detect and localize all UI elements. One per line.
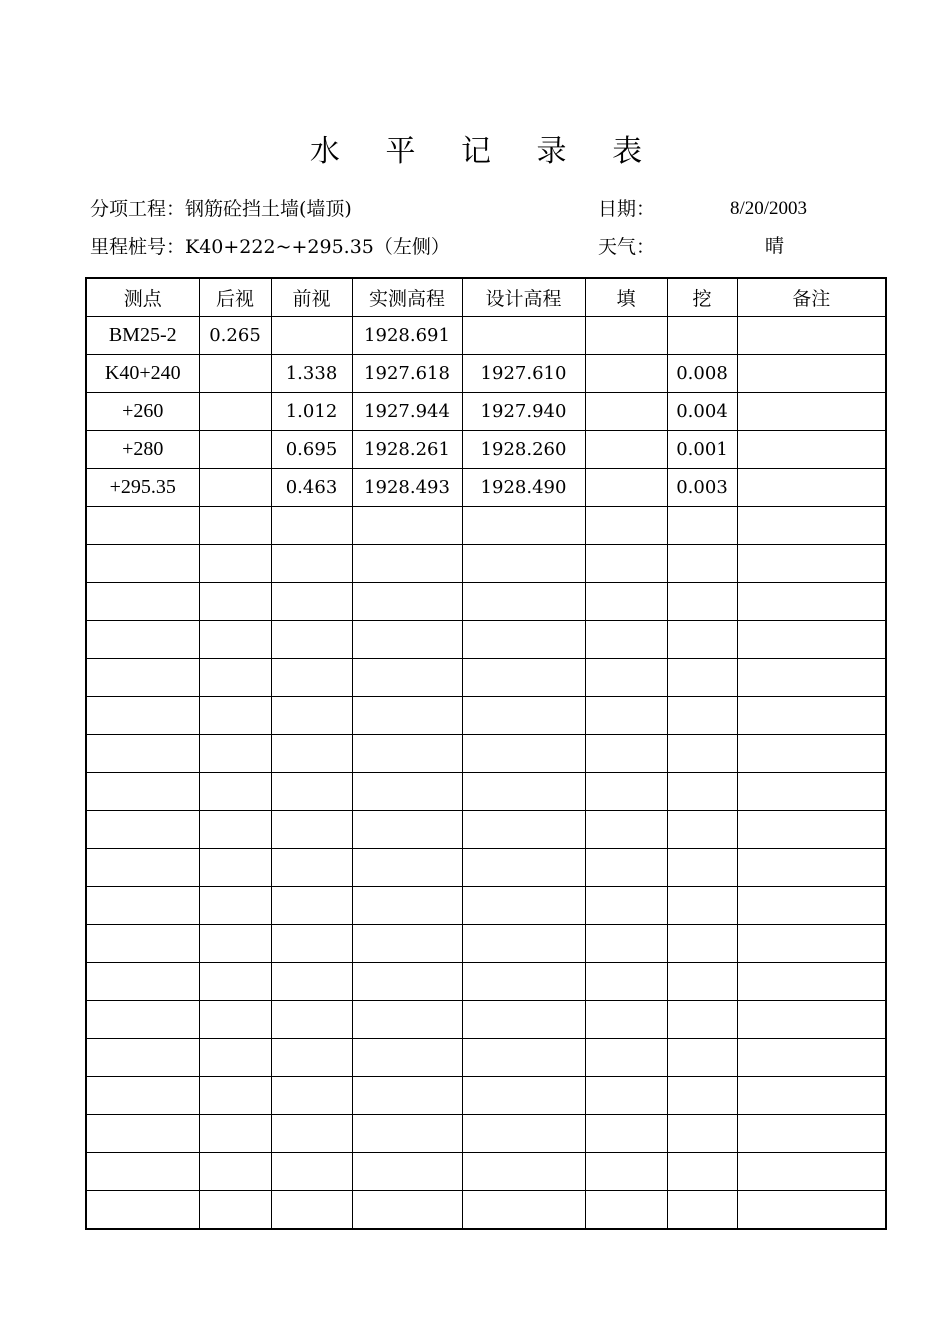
- empty-table-row: [86, 545, 886, 583]
- project-line: [90, 196, 352, 222]
- table-header-row: [86, 278, 886, 317]
- empty-cell: [199, 925, 271, 963]
- empty-cell: [352, 697, 462, 735]
- empty-cell: [737, 1039, 886, 1077]
- date-value: 8/20/2003: [730, 198, 808, 219]
- empty-cell: [585, 849, 667, 887]
- empty-cell: [667, 1191, 737, 1230]
- empty-cell: [199, 583, 271, 621]
- empty-cell: [271, 849, 352, 887]
- empty-cell: [199, 1077, 271, 1115]
- empty-cell: [585, 659, 667, 697]
- weather-label: 天气：: [598, 236, 656, 258]
- empty-table-row: [86, 773, 886, 811]
- empty-cell: [667, 583, 737, 621]
- empty-cell: [199, 735, 271, 773]
- empty-cell: [352, 659, 462, 697]
- empty-cell: [667, 545, 737, 583]
- empty-cell: [585, 1039, 667, 1077]
- empty-cell: [352, 583, 462, 621]
- cell-design-elevation: 1928.490: [462, 469, 585, 507]
- empty-cell: [462, 583, 585, 621]
- empty-cell: [199, 773, 271, 811]
- cell-backsight: [199, 355, 271, 393]
- empty-cell: [737, 925, 886, 963]
- empty-cell: [737, 583, 886, 621]
- table-row: [86, 317, 886, 355]
- empty-table-row: [86, 1039, 886, 1077]
- cell-foresight: [271, 317, 352, 355]
- empty-cell: [86, 773, 199, 811]
- cell-fill: [585, 469, 667, 507]
- cell-measured-elevation: 1927.618: [352, 355, 462, 393]
- empty-cell: [462, 621, 585, 659]
- cell-design-elevation: 1927.940: [462, 393, 585, 431]
- empty-cell: [737, 1191, 886, 1230]
- cell-station: +295.35: [86, 469, 199, 507]
- empty-cell: [271, 507, 352, 545]
- empty-table-row: [86, 1191, 886, 1230]
- header-backsight: 后视: [199, 278, 271, 317]
- empty-cell: [199, 659, 271, 697]
- empty-cell: [199, 1191, 271, 1230]
- empty-cell: [86, 583, 199, 621]
- empty-cell: [462, 1115, 585, 1153]
- cell-station: K40+240: [86, 355, 199, 393]
- empty-cell: [737, 659, 886, 697]
- empty-cell: [667, 925, 737, 963]
- cell-backsight: 0.265: [199, 317, 271, 355]
- empty-cell: [352, 1001, 462, 1039]
- empty-cell: [585, 887, 667, 925]
- cell-foresight: 0.463: [271, 469, 352, 507]
- empty-cell: [667, 507, 737, 545]
- empty-cell: [462, 1077, 585, 1115]
- chainage-value: K40+222~+295.35（左侧）: [185, 236, 450, 258]
- empty-cell: [585, 1191, 667, 1230]
- empty-cell: [585, 811, 667, 849]
- empty-cell: [737, 697, 886, 735]
- empty-cell: [462, 1153, 585, 1191]
- empty-table-row: [86, 659, 886, 697]
- table-row: [86, 431, 886, 469]
- empty-cell: [271, 1001, 352, 1039]
- empty-cell: [585, 1115, 667, 1153]
- header-cut: 挖: [667, 278, 737, 317]
- empty-cell: [199, 1039, 271, 1077]
- empty-cell: [667, 1001, 737, 1039]
- table-row: [86, 469, 886, 507]
- empty-cell: [271, 621, 352, 659]
- header-measured-elevation: 实测高程: [352, 278, 462, 317]
- cell-station: +280: [86, 431, 199, 469]
- empty-cell: [667, 1077, 737, 1115]
- empty-cell: [737, 849, 886, 887]
- empty-cell: [271, 925, 352, 963]
- empty-cell: [271, 963, 352, 1001]
- empty-cell: [585, 735, 667, 773]
- empty-cell: [271, 811, 352, 849]
- empty-cell: [462, 735, 585, 773]
- header-foresight: 前视: [271, 278, 352, 317]
- cell-station: BM25-2: [86, 317, 199, 355]
- empty-cell: [199, 697, 271, 735]
- empty-cell: [86, 1153, 199, 1191]
- empty-table-row: [86, 1153, 886, 1191]
- cell-cut: 0.001: [667, 431, 737, 469]
- empty-cell: [737, 1115, 886, 1153]
- empty-table-row: [86, 735, 886, 773]
- table-row: [86, 355, 886, 393]
- empty-cell: [737, 887, 886, 925]
- date-label: 日期：: [598, 198, 656, 220]
- empty-cell: [585, 621, 667, 659]
- empty-cell: [86, 1115, 199, 1153]
- empty-cell: [271, 1191, 352, 1230]
- empty-cell: [352, 887, 462, 925]
- empty-cell: [352, 545, 462, 583]
- empty-table-row: [86, 1115, 886, 1153]
- empty-cell: [271, 1115, 352, 1153]
- empty-cell: [462, 697, 585, 735]
- cell-design-elevation: [462, 317, 585, 355]
- header-remarks: 备注: [737, 278, 886, 317]
- cell-foresight: 0.695: [271, 431, 352, 469]
- empty-cell: [737, 963, 886, 1001]
- empty-cell: [271, 887, 352, 925]
- empty-table-row: [86, 1001, 886, 1039]
- page-title: 水 平 记 录 表: [309, 134, 661, 169]
- empty-cell: [86, 507, 199, 545]
- empty-cell: [86, 735, 199, 773]
- empty-cell: [585, 583, 667, 621]
- cell-fill: [585, 317, 667, 355]
- empty-cell: [199, 507, 271, 545]
- empty-cell: [352, 621, 462, 659]
- empty-cell: [86, 697, 199, 735]
- empty-cell: [352, 507, 462, 545]
- empty-cell: [86, 887, 199, 925]
- empty-cell: [585, 773, 667, 811]
- empty-cell: [737, 1153, 886, 1191]
- cell-measured-elevation: 1928.493: [352, 469, 462, 507]
- empty-cell: [585, 1077, 667, 1115]
- empty-table-row: [86, 887, 886, 925]
- empty-cell: [271, 659, 352, 697]
- empty-cell: [86, 1077, 199, 1115]
- empty-cell: [352, 1039, 462, 1077]
- empty-cell: [737, 545, 886, 583]
- cell-foresight: 1.338: [271, 355, 352, 393]
- empty-cell: [462, 1191, 585, 1230]
- empty-cell: [737, 507, 886, 545]
- empty-cell: [199, 621, 271, 659]
- empty-table-row: [86, 1077, 886, 1115]
- empty-cell: [667, 887, 737, 925]
- empty-cell: [271, 735, 352, 773]
- empty-cell: [667, 1115, 737, 1153]
- empty-cell: [86, 1191, 199, 1230]
- empty-cell: [667, 963, 737, 1001]
- empty-cell: [86, 545, 199, 583]
- header-design-elevation: 设计高程: [462, 278, 585, 317]
- empty-cell: [86, 963, 199, 1001]
- empty-table-row: [86, 583, 886, 621]
- empty-cell: [737, 1077, 886, 1115]
- empty-cell: [462, 773, 585, 811]
- cell-cut: 0.004: [667, 393, 737, 431]
- cell-remarks: [737, 317, 886, 355]
- cell-design-elevation: 1928.260: [462, 431, 585, 469]
- empty-table-row: [86, 811, 886, 849]
- empty-cell: [462, 545, 585, 583]
- empty-cell: [352, 1077, 462, 1115]
- empty-cell: [667, 621, 737, 659]
- empty-cell: [352, 849, 462, 887]
- cell-foresight: 1.012: [271, 393, 352, 431]
- empty-cell: [462, 811, 585, 849]
- empty-cell: [667, 659, 737, 697]
- cell-backsight: [199, 469, 271, 507]
- empty-cell: [585, 697, 667, 735]
- empty-cell: [352, 773, 462, 811]
- empty-cell: [667, 1039, 737, 1077]
- empty-cell: [352, 925, 462, 963]
- empty-cell: [271, 1077, 352, 1115]
- empty-cell: [737, 773, 886, 811]
- empty-table-row: [86, 697, 886, 735]
- empty-cell: [352, 811, 462, 849]
- empty-table-row: [86, 507, 886, 545]
- empty-cell: [271, 1039, 352, 1077]
- cell-fill: [585, 431, 667, 469]
- empty-cell: [462, 849, 585, 887]
- cell-design-elevation: 1927.610: [462, 355, 585, 393]
- cell-station: +260: [86, 393, 199, 431]
- empty-cell: [352, 1115, 462, 1153]
- empty-cell: [667, 811, 737, 849]
- cell-cut: 0.008: [667, 355, 737, 393]
- empty-cell: [667, 849, 737, 887]
- chainage-line: [90, 234, 450, 260]
- header-fill: 填: [585, 278, 667, 317]
- header-station: 测点: [86, 278, 199, 317]
- empty-cell: [271, 583, 352, 621]
- empty-table-row: [86, 621, 886, 659]
- empty-cell: [667, 773, 737, 811]
- empty-cell: [86, 1039, 199, 1077]
- empty-cell: [737, 735, 886, 773]
- empty-cell: [585, 963, 667, 1001]
- empty-cell: [271, 697, 352, 735]
- empty-cell: [585, 507, 667, 545]
- empty-cell: [585, 545, 667, 583]
- project-label: 分项工程：: [90, 198, 186, 220]
- empty-cell: [199, 1153, 271, 1191]
- empty-cell: [271, 1153, 352, 1191]
- empty-cell: [352, 963, 462, 1001]
- empty-cell: [737, 811, 886, 849]
- empty-cell: [352, 1153, 462, 1191]
- cell-remarks: [737, 431, 886, 469]
- empty-cell: [462, 1001, 585, 1039]
- level-record-table: [85, 277, 887, 1230]
- empty-cell: [462, 659, 585, 697]
- empty-cell: [271, 545, 352, 583]
- empty-cell: [199, 545, 271, 583]
- empty-cell: [86, 659, 199, 697]
- cell-fill: [585, 393, 667, 431]
- empty-cell: [199, 849, 271, 887]
- empty-table-row: [86, 849, 886, 887]
- cell-remarks: [737, 469, 886, 507]
- empty-cell: [86, 811, 199, 849]
- cell-cut: 0.003: [667, 469, 737, 507]
- cell-backsight: [199, 393, 271, 431]
- empty-cell: [462, 1039, 585, 1077]
- empty-table-row: [86, 925, 886, 963]
- empty-cell: [667, 1153, 737, 1191]
- cell-remarks: [737, 355, 886, 393]
- empty-cell: [199, 811, 271, 849]
- cell-measured-elevation: 1928.691: [352, 317, 462, 355]
- empty-cell: [585, 925, 667, 963]
- empty-cell: [199, 1001, 271, 1039]
- table-row: [86, 393, 886, 431]
- empty-cell: [462, 507, 585, 545]
- project-value: 钢筋砼挡土墙(墙顶): [185, 198, 352, 220]
- cell-remarks: [737, 393, 886, 431]
- empty-cell: [86, 925, 199, 963]
- empty-cell: [199, 1115, 271, 1153]
- empty-cell: [199, 887, 271, 925]
- empty-cell: [352, 1191, 462, 1230]
- empty-cell: [86, 1001, 199, 1039]
- empty-cell: [462, 887, 585, 925]
- empty-cell: [585, 1001, 667, 1039]
- empty-cell: [585, 1153, 667, 1191]
- empty-cell: [86, 849, 199, 887]
- weather-value: 晴: [765, 236, 785, 257]
- table-body: [86, 317, 886, 1230]
- empty-cell: [667, 735, 737, 773]
- empty-cell: [737, 1001, 886, 1039]
- empty-cell: [667, 697, 737, 735]
- empty-cell: [737, 621, 886, 659]
- cell-measured-elevation: 1928.261: [352, 431, 462, 469]
- empty-cell: [271, 773, 352, 811]
- chainage-label: 里程桩号：: [90, 236, 186, 258]
- empty-cell: [199, 963, 271, 1001]
- cell-backsight: [199, 431, 271, 469]
- empty-cell: [462, 963, 585, 1001]
- cell-cut: [667, 317, 737, 355]
- empty-cell: [352, 735, 462, 773]
- cell-measured-elevation: 1927.944: [352, 393, 462, 431]
- cell-fill: [585, 355, 667, 393]
- empty-cell: [86, 621, 199, 659]
- empty-table-row: [86, 963, 886, 1001]
- empty-cell: [462, 925, 585, 963]
